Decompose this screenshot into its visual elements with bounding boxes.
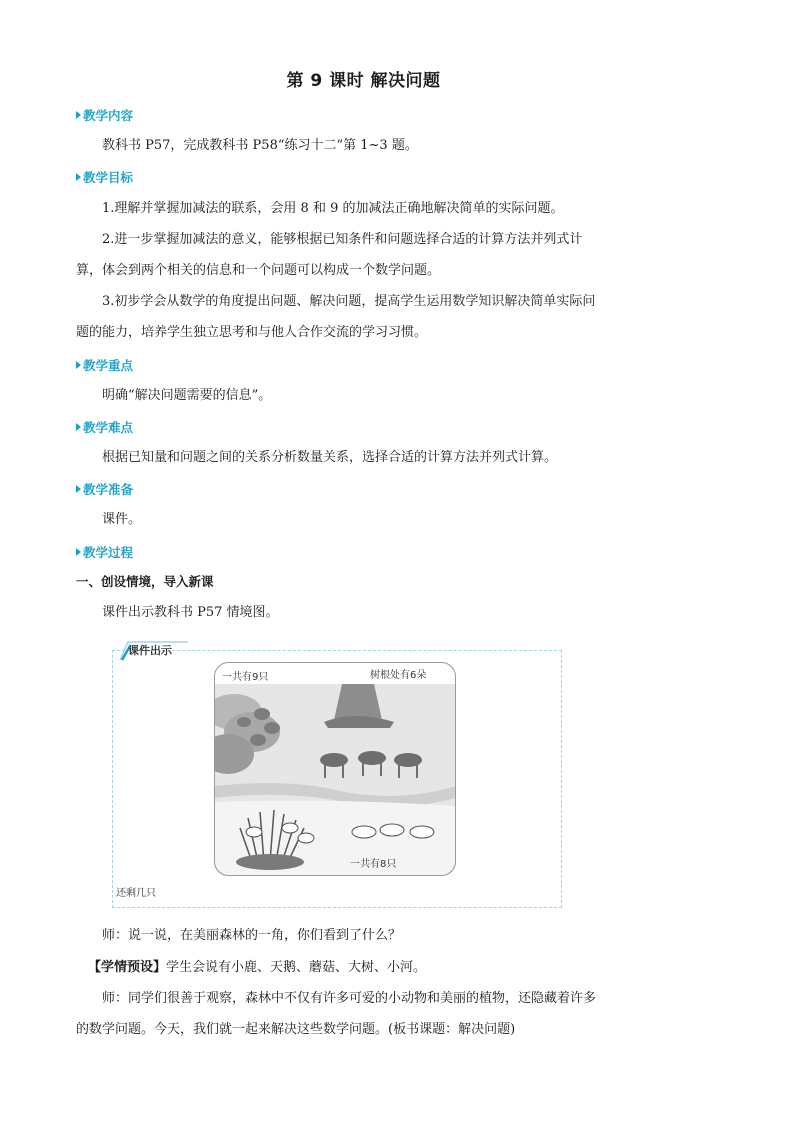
heading-key: 教学重点 — [76, 356, 133, 374]
key-text: 明确“解决问题需要的信息”。 — [102, 388, 272, 403]
page-title: 第 9 课时 解决问题 — [286, 71, 441, 91]
triangle-icon — [76, 361, 81, 369]
figure-tag: 课件出示 — [128, 644, 172, 657]
preset-paragraph — [76, 952, 606, 983]
callout-mushroom: 树根处有6朵 — [370, 670, 427, 681]
heading-goals: 教学目标 — [76, 168, 133, 186]
preset-text: 学生会说有小鹿、天鹅、蘑菇、大树、小河。 — [166, 960, 427, 975]
heading-difficulty: 教学难点 — [76, 418, 133, 436]
forest-scene-illustration — [214, 662, 456, 876]
prep-text: 课件。 — [102, 512, 142, 527]
callout-swan-total: 一共有8只 — [350, 859, 397, 870]
heading-process: 教学过程 — [76, 543, 133, 561]
heading-prep: 教学准备 — [76, 480, 133, 498]
goal-item-1: 1.理解并掌握加减法的联系，会用 8 和 9 的加减法正确地解决简单的实际问题。 — [102, 201, 564, 216]
callout-remaining: 还剩几只 — [116, 888, 156, 899]
teacher-question: 师：说一说，在美丽森林的一角，你们看到了什么？ — [102, 928, 402, 943]
intro-text: 课件出示教科书 P57 情境图。 — [102, 605, 279, 620]
section-one-title: 一、创设情境，导入新课 — [76, 574, 214, 589]
difficulty-text: 根据已知量和问题之间的关系分析数量关系，选择合适的计算方法并列式计算。 — [102, 450, 558, 465]
content-text: 教科书 P57，完成教科书 P58“练习十二”第 1~3 题。 — [102, 138, 418, 153]
triangle-icon — [76, 111, 81, 119]
triangle-icon — [76, 173, 81, 181]
triangle-icon — [76, 423, 81, 431]
goal-item-3: 3.初步学会从数学的角度提出问题、解决问题，提高学生运用数学知识解决简单实际问题的能力，培养学生独立思考和与他人合作交流的学习习惯。 — [76, 294, 596, 340]
goal-item-2: 2.进一步掌握加减法的意义，能够根据已知条件和问题选择合适的计算方法并列式计算，体会到两个相关的信息和一个问题可以构成一个数学问题。 — [76, 232, 583, 278]
triangle-icon — [76, 548, 81, 556]
teacher-summary: 师：同学们很善于观察，森林中不仅有许多可爱的小动物和美丽的植物，还隐藏着许多的数学问题。今天，我们就一起来解决这些数学问题。(板书课题：解决问题) — [76, 991, 597, 1037]
preset-tag: 【学情预设】 — [88, 960, 167, 975]
callout-deer-total: 一共有9只 — [222, 672, 269, 683]
triangle-icon — [76, 485, 81, 493]
heading-content: 教学内容 — [76, 106, 133, 124]
